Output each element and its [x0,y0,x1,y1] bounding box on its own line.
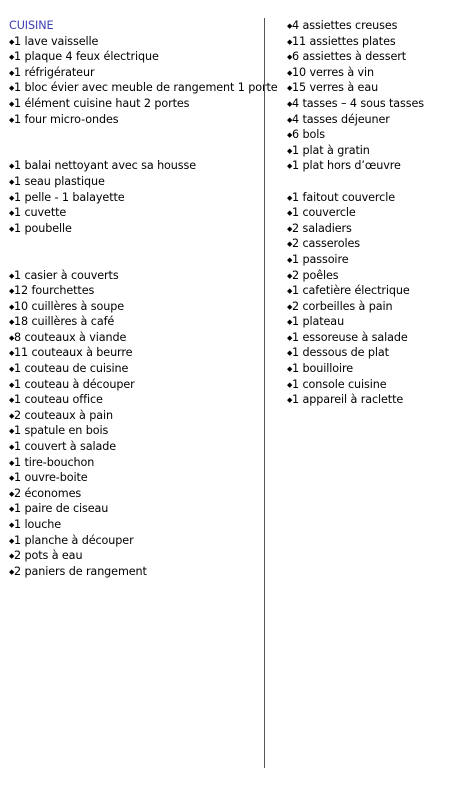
list-item [9,65,264,81]
list-item [287,112,455,128]
item-label: 1 couteau office [14,393,103,407]
list-item [9,486,264,502]
diamond-bullet-icon: ◆ [287,396,293,405]
list-item [9,34,264,50]
list-item [9,377,264,393]
diamond-bullet-icon: ◆ [287,318,293,327]
diamond-bullet-icon: ◆ [9,567,15,576]
list-item [9,268,264,284]
diamond-bullet-icon: ◆ [287,302,293,311]
diamond-bullet-icon: ◆ [287,84,293,93]
list-item [287,65,455,81]
diamond-bullet-icon: ◆ [9,37,15,46]
diamond-bullet-icon: ◆ [9,380,15,389]
diamond-bullet-icon: ◆ [9,68,15,77]
item-label: 1 couteau à découper [14,377,135,391]
diamond-bullet-icon: ◆ [287,349,293,358]
list-item [287,361,455,377]
diamond-bullet-icon: ◆ [9,552,15,561]
list-item [287,34,455,50]
blank-line [9,127,264,143]
diamond-bullet-icon: ◆ [287,240,293,249]
diamond-bullet-icon: ◆ [287,365,293,374]
list-item [287,330,455,346]
blank-line [9,252,264,268]
diamond-bullet-icon: ◆ [9,177,15,186]
diamond-bullet-icon: ◆ [9,443,15,452]
item-label: 1 spatule en bois [14,424,109,438]
item-label: 6 assiettes à dessert [292,50,407,64]
item-label: 1 élément cuisine haut 2 portes [14,96,190,110]
diamond-bullet-icon: ◆ [287,53,293,62]
diamond-bullet-icon: ◆ [287,99,293,108]
list-item [9,533,264,549]
list-item [287,283,455,299]
diamond-bullet-icon: ◆ [9,536,15,545]
column-divider [264,18,265,768]
list-item [9,501,264,517]
list-item [9,221,264,237]
item-label: 1 seau plastique [14,174,105,188]
list-item [287,190,455,206]
item-label: 1 couteau de cuisine [14,362,129,376]
item-label: 10 verres à vin [292,65,375,79]
section-title: CUISINE [9,19,54,32]
diamond-bullet-icon: ◆ [9,53,15,62]
item-label: 1 bouilloire [292,362,354,376]
diamond-bullet-icon: ◆ [9,427,15,436]
list-item [9,455,264,471]
diamond-bullet-icon: ◆ [9,287,15,296]
list-item [9,439,264,455]
list-item [9,548,264,564]
list-item [287,80,455,96]
left-column [9,18,278,579]
list-item [9,49,264,65]
item-label: 10 cuillères à soupe [14,299,125,313]
item-label: 2 pots à eau [14,549,83,563]
diamond-bullet-icon: ◆ [9,411,15,420]
list-item [9,96,264,112]
diamond-bullet-icon: ◆ [287,162,293,171]
item-label: 1 pelle - 1 balayette [14,190,125,204]
item-label: 1 cuvette [14,206,67,220]
diamond-bullet-icon: ◆ [9,209,15,218]
diamond-bullet-icon: ◆ [9,162,15,171]
list-item [9,158,264,174]
item-label: 2 corbeilles à pain [292,299,393,313]
item-label: 2 paniers de rangement [14,564,147,578]
item-label: 1 plaque 4 feux électrique [14,50,159,64]
item-label: 1 lave vaisselle [14,34,99,48]
blank-line [9,143,264,159]
item-label: 2 couteaux à pain [14,408,114,422]
item-label: 1 plat à gratin [292,143,370,157]
item-label: 18 cuillères à café [14,315,115,329]
item-label: 1 tire-bouchon [14,455,95,469]
item-label: 1 plat hors d’œuvre [292,159,401,173]
item-label: 12 fourchettes [14,284,95,298]
item-label: 4 assiettes creuses [292,19,398,32]
list-item [9,330,264,346]
item-label: 2 casseroles [292,237,361,251]
diamond-bullet-icon: ◆ [287,255,293,264]
item-label: 2 poêles [292,268,339,282]
diamond-bullet-icon: ◆ [287,68,293,77]
list-item [287,252,455,268]
diamond-bullet-icon: ◆ [9,489,15,498]
item-label: 1 dessous de plat [292,346,389,360]
item-label: 1 plateau [292,315,345,329]
list-item [9,564,264,580]
diamond-bullet-icon: ◆ [287,193,293,202]
item-label: 1 planche à découper [14,533,134,547]
list-item [9,423,264,439]
list-item [9,299,264,315]
diamond-bullet-icon: ◆ [287,224,293,233]
item-label: 1 couvercle [292,206,356,220]
diamond-bullet-icon: ◆ [9,115,15,124]
diamond-bullet-icon: ◆ [9,318,15,327]
list-item [287,96,455,112]
list-item [287,143,455,159]
item-label: 15 verres à eau [292,81,379,95]
item-label: 1 passoire [292,252,349,266]
diamond-bullet-icon: ◆ [9,349,15,358]
item-label: 1 paire de ciseau [14,502,109,516]
diamond-bullet-icon: ◆ [9,505,15,514]
item-label: 1 casier à couverts [14,268,119,282]
diamond-bullet-icon: ◆ [9,271,15,280]
diamond-bullet-icon: ◆ [287,146,293,155]
list-item [9,392,264,408]
item-label: 1 balai nettoyant avec sa housse [14,159,197,173]
item-label: 2 saladiers [292,221,352,235]
list-item [9,517,264,533]
list-item [287,221,455,237]
list-item [9,345,264,361]
diamond-bullet-icon: ◆ [287,37,293,46]
diamond-bullet-icon: ◆ [9,474,15,483]
list-item [9,174,264,190]
item-label: 1 réfrigérateur [14,65,95,79]
list-item [287,377,455,393]
list-item [9,361,264,377]
list-item [287,299,455,315]
diamond-bullet-icon: ◆ [287,209,293,218]
list-item [287,314,455,330]
diamond-bullet-icon: ◆ [9,302,15,311]
diamond-bullet-icon: ◆ [9,458,15,467]
item-label: 1 poubelle [14,221,72,235]
blank-line [9,236,264,252]
diamond-bullet-icon: ◆ [287,115,293,124]
diamond-bullet-icon: ◆ [9,84,15,93]
diamond-bullet-icon: ◆ [9,224,15,233]
item-label: 1 cafetière électrique [292,284,410,298]
list-item [9,205,264,221]
list-item [9,283,264,299]
diamond-bullet-icon: ◆ [287,22,293,30]
list-item [9,190,264,206]
item-label: 4 tasses – 4 sous tasses [292,96,425,110]
list-item [287,127,455,143]
diamond-bullet-icon: ◆ [287,131,293,140]
item-label: 11 couteaux à beurre [14,346,133,360]
list-item [9,470,264,486]
list-item [287,205,455,221]
item-label: 1 faitout couvercle [292,190,396,204]
diamond-bullet-icon: ◆ [9,396,15,405]
diamond-bullet-icon: ◆ [287,287,293,296]
list-item [9,112,264,128]
item-label: 1 couvert à salade [14,440,117,454]
list-item [9,408,264,424]
diamond-bullet-icon: ◆ [9,99,15,108]
list-item [287,49,455,65]
item-label: 1 bloc évier avec meuble de rangement 1 porte [14,81,278,95]
item-label: 11 assiettes plates [292,34,396,48]
diamond-bullet-icon: ◆ [9,193,15,202]
diamond-bullet-icon: ◆ [287,380,293,389]
right-column [287,18,455,408]
diamond-bullet-icon: ◆ [9,521,15,529]
list-item [287,158,455,174]
list-item [9,314,264,330]
list-item [287,345,455,361]
diamond-bullet-icon: ◆ [287,333,293,342]
item-label: 6 bols [292,128,325,142]
list-item [9,80,278,96]
item-label: 8 couteaux à viande [14,330,127,344]
item-label: 4 tasses déjeuner [292,112,390,126]
list-item [287,268,455,284]
item-label: 1 ouvre-boite [14,471,88,485]
diamond-bullet-icon: ◆ [9,365,15,374]
item-label: 1 essoreuse à salade [292,330,408,344]
diamond-bullet-icon: ◆ [287,271,293,280]
list-item [287,236,455,252]
item-label: 1 louche [14,518,62,531]
item-label: 1 console cuisine [292,377,387,391]
blank-line [287,174,455,190]
list-item [287,392,455,408]
item-label: 2 économes [14,486,82,500]
item-label: 1 four micro-ondes [14,112,119,126]
list-item [287,18,455,34]
diamond-bullet-icon: ◆ [9,333,15,342]
item-label: 1 appareil à raclette [292,393,404,407]
